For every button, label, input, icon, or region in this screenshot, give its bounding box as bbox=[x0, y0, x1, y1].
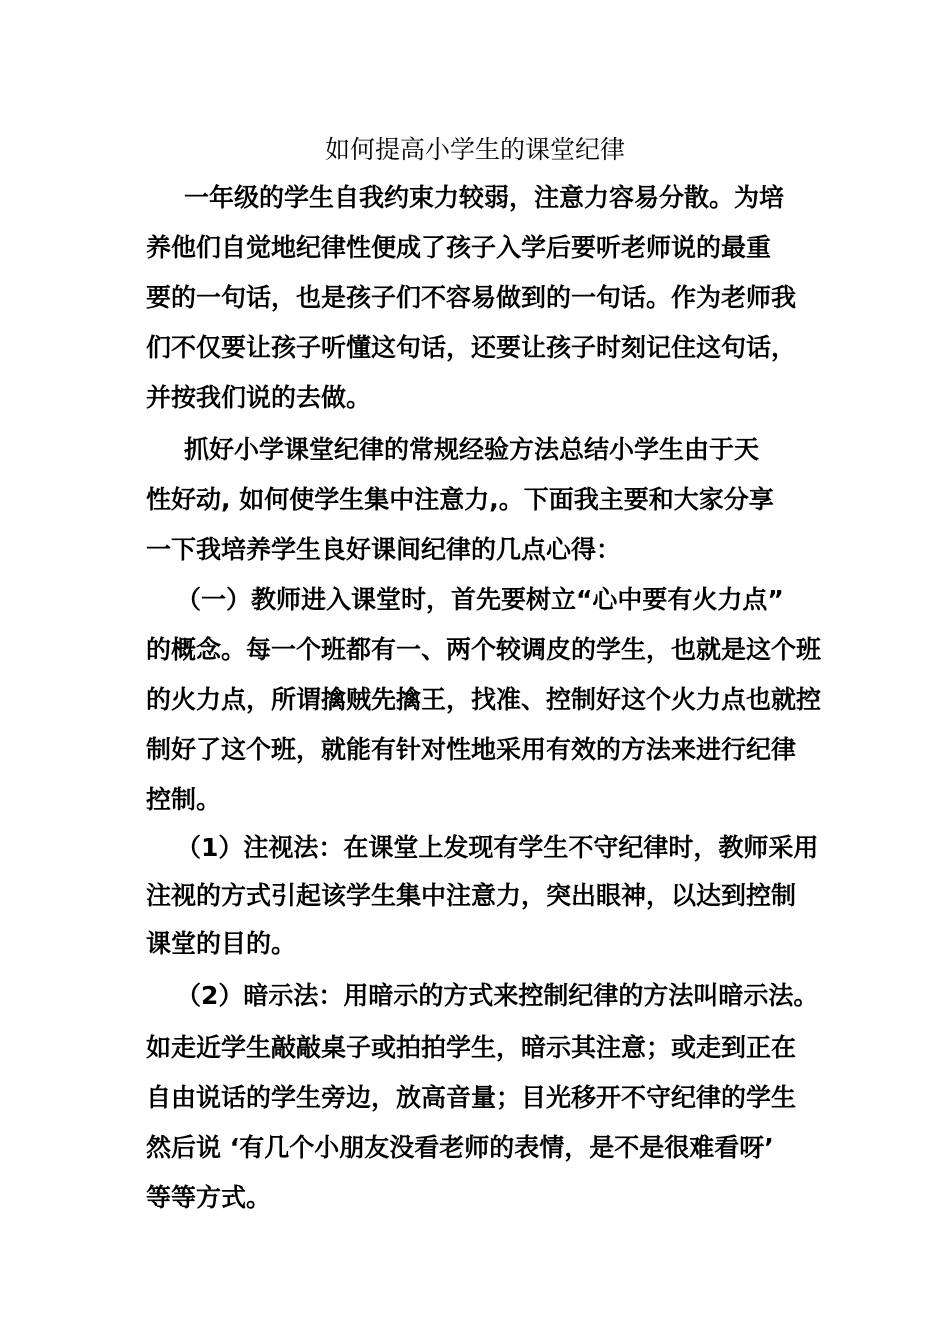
text-line: 并按我们说的去做。 bbox=[146, 383, 372, 412]
text-line: 课堂的目的。 bbox=[146, 929, 297, 958]
text-line: 制好了这个班，就能有针对性地采用有效的方法来进行纪律 bbox=[146, 735, 797, 764]
text-line: 然后说 ‘有几个小朋友没看老师的表情，是不是很难看呀’ bbox=[146, 1133, 774, 1162]
text-line: 如走近学生敲敲桌子或拍拍学生，暗示其注意；或走到正在 bbox=[146, 1033, 797, 1062]
text-line: 养他们自觉地纪律性便成了孩子入学后要听老师说的最重 bbox=[146, 233, 772, 262]
page-title: 如何提高小学生的课堂纪律 bbox=[324, 135, 625, 164]
text-line: 的概念。每一个班都有一、两个较调皮的学生，也就是这个班 bbox=[146, 635, 822, 664]
text-line: 一年级的学生自我约束力较弱，注意力容易分散。为培 bbox=[184, 183, 785, 212]
text-line: 性好动, 如何使学生集中注意力,。下面我主要和大家分享 bbox=[146, 485, 774, 514]
text-line: （一）教师进入课堂时，首先要树立“心中要有火力点” bbox=[176, 585, 784, 614]
text-line: 一下我培养学生良好课间纪律的几点心得： bbox=[146, 535, 622, 564]
text-line: 们不仅要让孩子听懂这句话，还要让孩子时刻记住这句话， bbox=[146, 333, 797, 362]
text-line: 的火力点，所谓擒贼先擒王，找准、控制好这个火力点也就控 bbox=[146, 685, 822, 714]
text-line: 要的一句话，也是孩子们不容易做到的一句话。作为老师我 bbox=[146, 283, 797, 312]
text-line: 抓好小学课堂纪律的常规经验方法总结小学生由于天 bbox=[184, 435, 760, 464]
text-line: 自由说话的学生旁边，放高音量；目光移开不守纪律的学生 bbox=[146, 1083, 797, 1112]
text-line: 控制。 bbox=[146, 785, 222, 814]
text-line: （2）暗示法：用暗示的方式来控制纪律的方法叫暗示法。 bbox=[176, 981, 819, 1010]
text-line: （1）注视法：在课堂上发现有学生不守纪律时，教师采用 bbox=[176, 833, 819, 862]
text-line: 注视的方式引起该学生集中注意力，突出眼神，以达到控制 bbox=[146, 881, 797, 910]
text-line: 等等方式。 bbox=[146, 1183, 272, 1212]
